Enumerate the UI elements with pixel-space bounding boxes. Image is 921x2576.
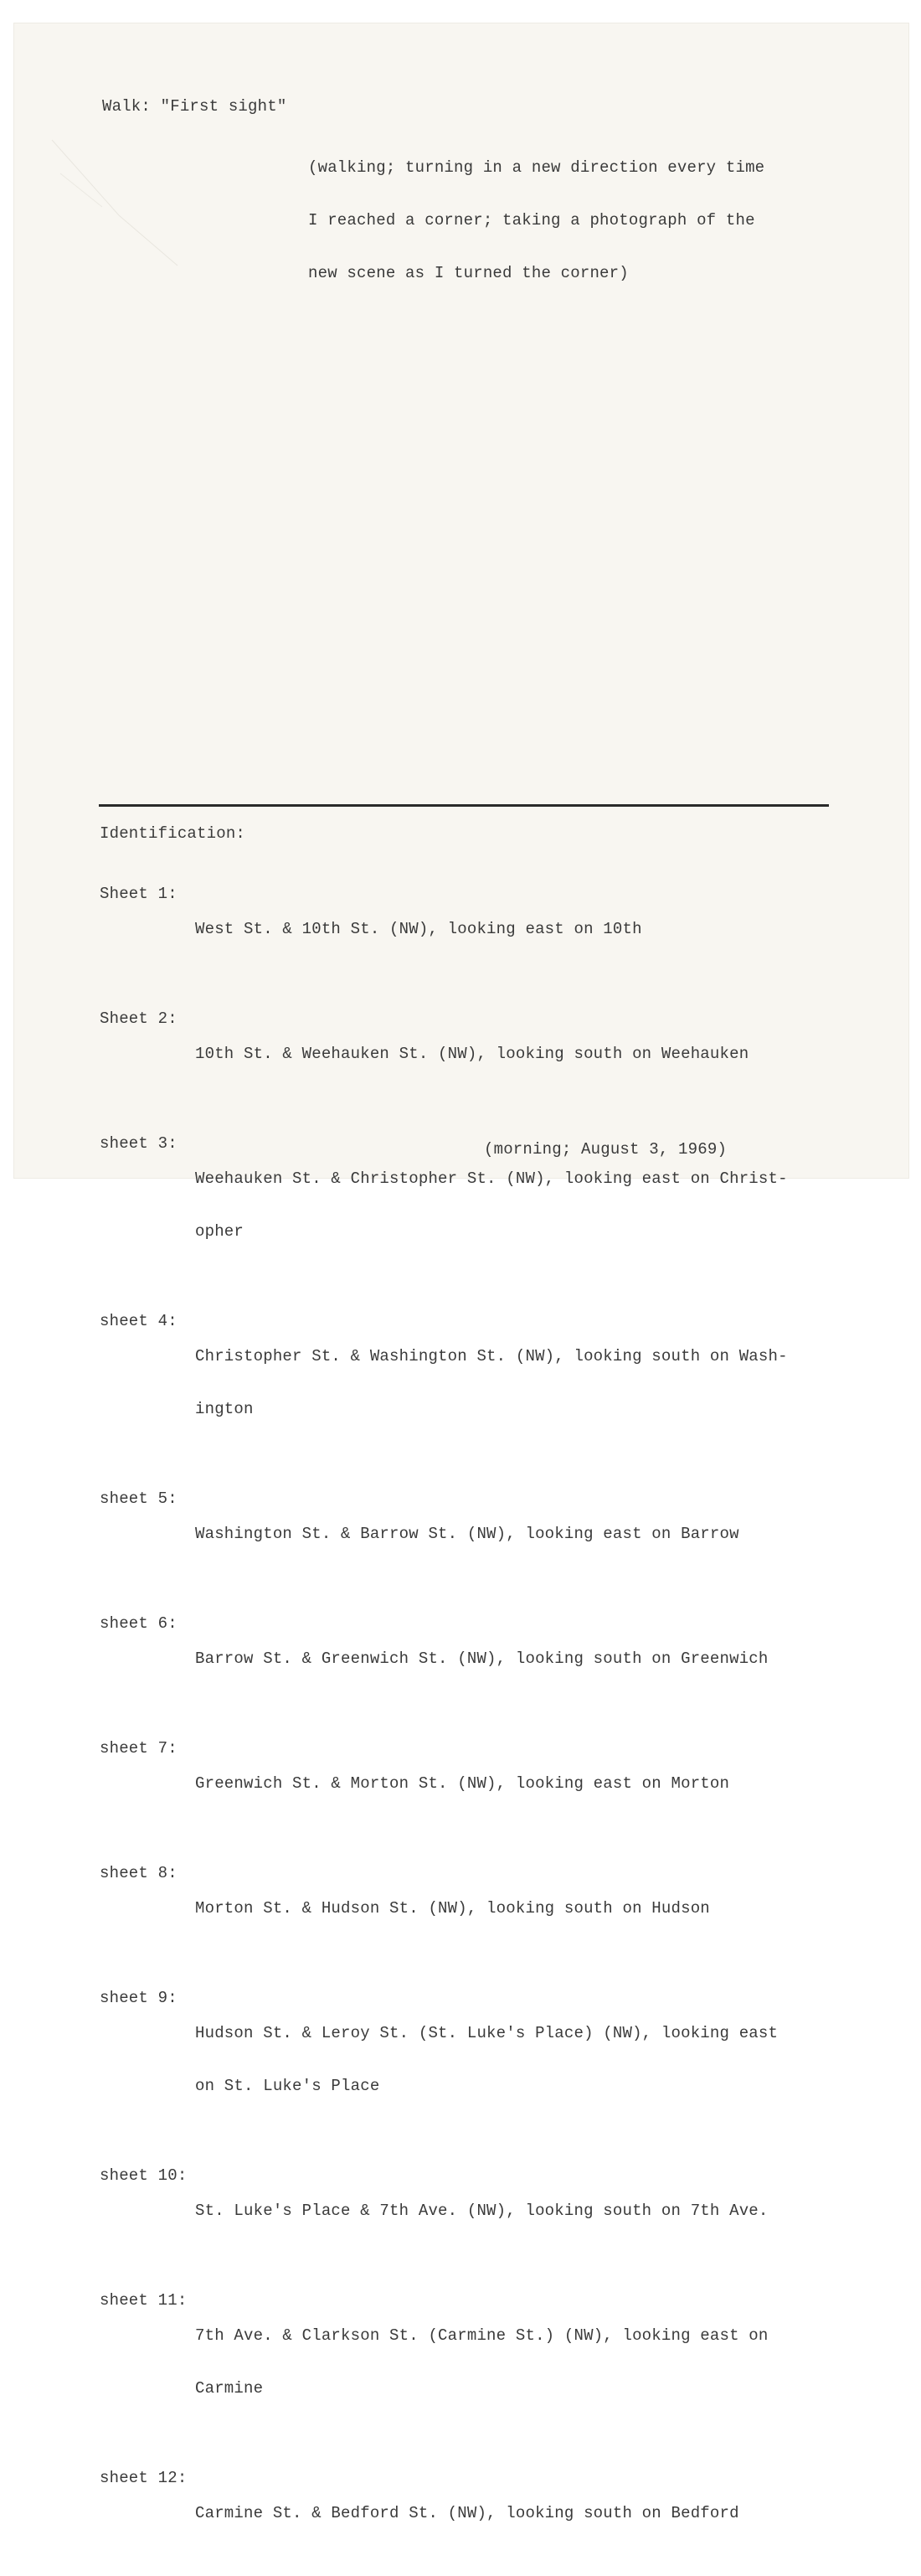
sheet-description [195, 1615, 769, 1703]
paper-crease-mark [44, 123, 186, 274]
date-note: (morning; August 3, 1969) [484, 1140, 728, 1159]
sheet-label: sheet 6: [100, 1614, 178, 1633]
walk-title: Walk: "First sight" [102, 97, 287, 116]
sheet-line: Hudson St. & Leroy St. (St. Luke's Place) (NW), looking east [195, 2024, 779, 2042]
sheet-description [195, 1313, 788, 1453]
sheet-entry [100, 2167, 788, 2255]
sheet-description [195, 2167, 769, 2255]
sheet-entry [100, 2470, 788, 2558]
sheet-description [195, 1865, 710, 1953]
sheet-line: opher [195, 1222, 244, 1241]
sheet-description [195, 2470, 739, 2558]
sheet-line: 7th Ave. & Clarkson St. (Carmine St.) (NW), looking east on [195, 2326, 769, 2345]
sheet-line: Weehauken St. & Christopher St. (NW), looking east on Christ- [195, 1169, 788, 1188]
sheet-line: St. Luke's Place & 7th Ave. (NW), looking south on 7th Ave. [195, 2202, 769, 2220]
sheet-description [195, 1010, 749, 1098]
sheet-description [195, 2292, 769, 2433]
sheet-label: sheet 3: [100, 1134, 178, 1153]
sheet-entry [100, 1990, 788, 2130]
sheet-label: Sheet 2: [100, 1009, 178, 1028]
sheet-description [195, 1740, 729, 1828]
walk-description-line: (walking; turning in a new direction every time [308, 158, 765, 177]
sheet-entry [100, 2292, 788, 2433]
sheet-entry [100, 1010, 788, 1098]
sheet-line: Morton St. & Hudson St. (NW), looking south on Hudson [195, 1899, 710, 1918]
sheet-description [195, 1490, 739, 1578]
sheet-line: West St. & 10th St. (NW), looking east on 10th [195, 920, 642, 938]
divider-rule [99, 804, 829, 807]
sheet-label: sheet 12: [100, 2469, 188, 2487]
sheet-line: Washington St. & Barrow St. (NW), looking east on Barrow [195, 1525, 739, 1543]
sheet-line: Carmine [195, 2379, 264, 2398]
sheet-description [195, 1990, 778, 2130]
sheet-description [195, 885, 642, 973]
walk-description-line: new scene as I turned the corner) [308, 264, 629, 282]
sheet-label: sheet 8: [100, 1864, 178, 1882]
sheet-label: sheet 7: [100, 1739, 178, 1758]
sheet-label: sheet 4: [100, 1312, 178, 1330]
sheet-line: 10th St. & Weehauken St. (NW), looking south on Weehauken [195, 1045, 749, 1063]
sheet-label: sheet 5: [100, 1489, 178, 1508]
sheet-label: sheet 10: [100, 2166, 188, 2185]
sheet-line: Carmine St. & Bedford St. (NW), looking south on Bedford [195, 2504, 739, 2522]
sheet-line: Christopher St. & Washington St. (NW), looking south on Wash- [195, 1347, 788, 1365]
sheet-entry [100, 1865, 788, 1953]
sheet-list [100, 849, 788, 2576]
sheet-label: Sheet 1: [100, 885, 178, 903]
sheet-entry [100, 885, 788, 973]
sheet-label: sheet 9: [100, 1989, 178, 2007]
sheet-entry [100, 1740, 788, 1828]
walk-description-line: I reached a corner; taking a photograph of the [308, 211, 755, 230]
sheet-line: on St. Luke's Place [195, 2077, 380, 2095]
sheet-entry [100, 1490, 788, 1578]
sheet-entry [100, 1615, 788, 1703]
sheet-line: ington [195, 1400, 254, 1418]
sheet-entry [100, 1313, 788, 1453]
identification-heading: Identification: [100, 824, 246, 843]
sheet-label: sheet 11: [100, 2291, 188, 2310]
sheet-line: Greenwich St. & Morton St. (NW), looking east on Morton [195, 1774, 730, 1793]
sheet-line: Barrow St. & Greenwich St. (NW), looking south on Greenwich [195, 1649, 769, 1668]
walk-description [308, 124, 764, 300]
